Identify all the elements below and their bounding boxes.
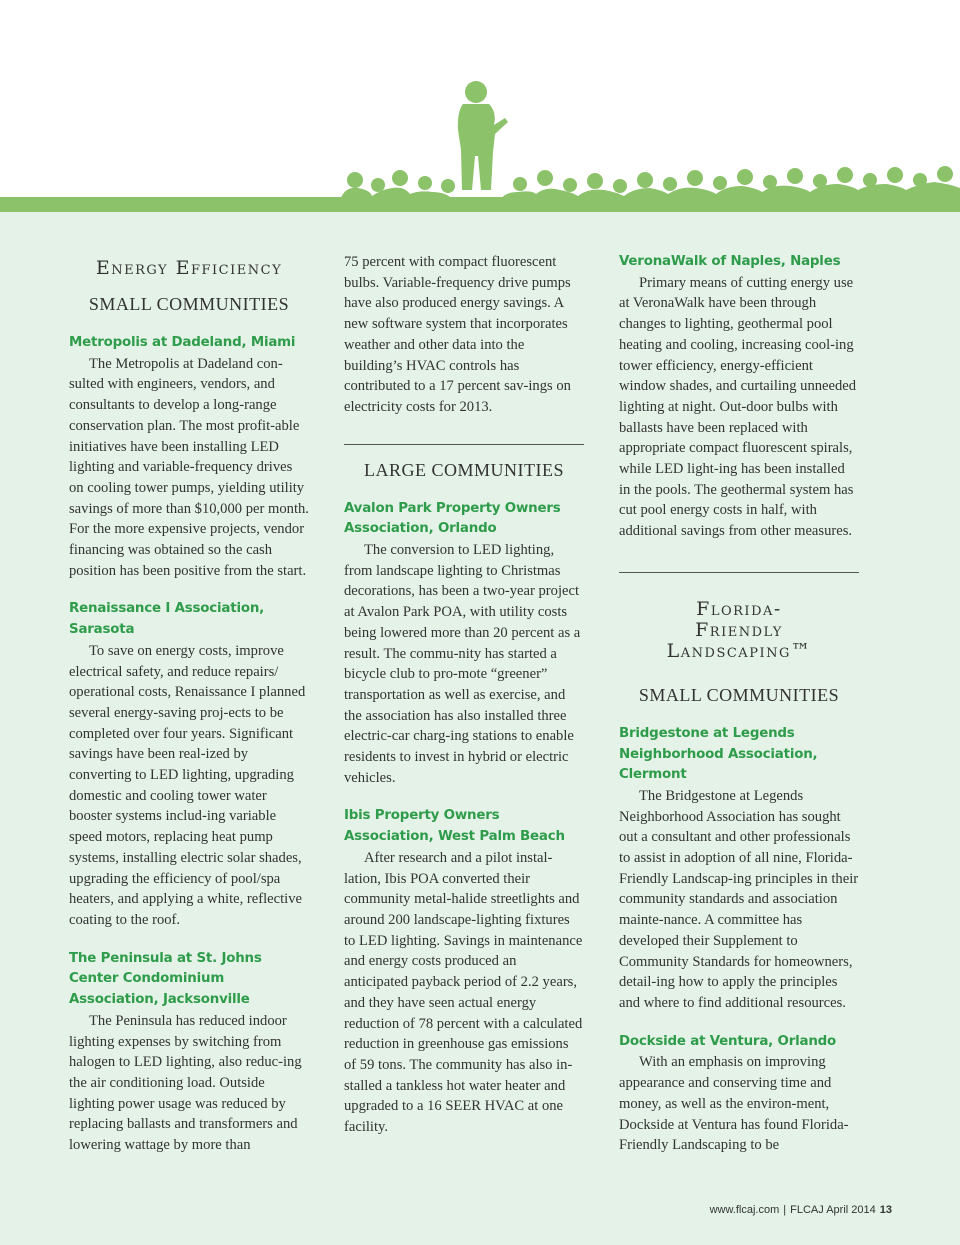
item-body-peninsula: The Peninsula has reduced indoor lighting expenses by switching from halogen to LED lighting, also reduc-ing the air conditioning load. Outside lighting power usage was reduced by replacing ballasts and transformers and lowering wattage by more than — [69, 1012, 302, 1154]
sub-title-large-communities: LARGE COMMUNITIES — [364, 459, 564, 480]
section-divider — [619, 572, 859, 573]
item-body-veronawalk: Primary means of cutting energy use at VeronaWalk have been through changes to lighting, geothermal pool heating and cooling, increasing cool-ing tower efficiency, energy-efficient window shades, and curtailing unneeded lighting at night. Out-door bulbs with ballasts have been replaced with appropriate compact fluorescent spirals, while LED light-ing has been installed in the pools. The geothermal system has cut pool energy costs in half, with additional savings from other measures. — [619, 274, 857, 540]
item-body-ibis: After research and a pilot instal-lation, Ibis POA converted their community metal-halide streetlights and around 200 landscape-lighting fixtures to LED lighting. Savings in maintenance and energy costs produced an anticipated payback period of 2.2 years, and they have seen actual energy reduction of 78 percent with a calculated reduction in greenhouse gas emissions of 59 tons. The community has also in-stalled a tankless hot water heater and upgraded to a 16 SEER HVAC at one facility. — [344, 849, 583, 1136]
footer-publication: FLCAJ — [790, 1204, 824, 1216]
header-banner — [0, 0, 960, 220]
item-head-metropolis: Metropolis at Dadeland, Miami — [69, 335, 296, 350]
item-body-bridgestone: The Bridgestone at Legends Neighborhood Association has sought out a consultant and other professionals to assist in adoption of all nine, Florida-Friendly Landscap-ing principles in their community standards and association mainte-nance. A committee has developed their Supplement to Community Standards for homeowners, detail-ing how to apply the principles and where to find additional resources. — [619, 787, 859, 1011]
item-head-renaissance: Renaissance I Association, Sarasota — [69, 601, 265, 638]
page-number: 13 — [879, 1204, 892, 1216]
sub-title-small-communities: SMALL COMMUNITIES — [88, 294, 290, 314]
column-3 — [619, 252, 859, 1156]
page-footer: www.flcaj.com | FLCAJ April 2014 13 — [709, 1204, 892, 1216]
footer-date: April 2014 — [826, 1204, 876, 1216]
item-body-metropolis: The Metropolis at Dadeland con-sulted with engineers, vendors, and consultants to develop a long-range conservation plan. The most profit-able initiatives have been installing LED lighting and variable-frequency drives on cooling tower pumps, yielding utility savings of more than $10,000 per month. For the more expensive projects, vendor financing was obtained so the cash position has been positive from the start. — [69, 355, 309, 579]
column-1 — [69, 252, 309, 1156]
speaker-audience-silhouette-icon — [0, 0, 960, 220]
item-body-avalon-park: The conversion to LED lighting, from landscape lighting to Christmas decorations, has been a two-year project at Avalon Park POA, with utility costs being lowered more than 20 percent as a result. The commu-nity has started a bicycle club to pro-mote “greener” transportation as well as exercise, and the association has also installed three electric-car charg-ing stations to enable residents to invest in hybrid or electric vehicles. — [344, 542, 581, 786]
item-body-renaissance: To save on energy costs, improve electrical safety, and reduce repairs/ operational costs, Renaissance I planned several energy-saving proj-ects to be completed over four years. Significant savings have been real-ized by converting to LED lighting, upgrading domestic and cooling tower water booster systems includ-ing variable speed motors, replacing heat pump systems, installing electric solar shades, upgrading the efficiency of pool/spa heaters, and applying a white, reflective coating to the roof. — [69, 642, 306, 928]
section-title-energy-efficiency: Energy Efficiency — [95, 257, 283, 279]
item-head-peninsula: The Peninsula at St. Johns Center Condominium Association, Jacksonville — [69, 950, 262, 1008]
sub-title-small-communities: SMALL COMMUNITIES — [638, 684, 840, 705]
column-2 — [344, 252, 584, 1138]
item-head-ibis: Ibis Property Owners Association, West Palm Beach — [344, 808, 565, 845]
section-divider — [344, 444, 584, 445]
footer-site: www.flcaj.com — [709, 1204, 780, 1216]
item-body-dockside: With an emphasis on improving appearance and conserving time and money, as well as the environ-ment, Dockside at Ventura has found Florida-Friendly Landscaping to be — [619, 1054, 849, 1154]
item-head-veronawalk: VeronaWalk of Naples, Naples — [619, 254, 841, 269]
item-head-dockside: Dockside at Ventura, Orlando — [619, 1033, 837, 1049]
item-head-bridgestone: Bridgestone at Legends Neighborhood Association, Clermont — [619, 725, 818, 783]
section-title-florida-friendly: Florida-Friendly Landscaping™ — [666, 597, 812, 662]
continued-text: 75 percent with compact fluorescent bulbs. Variable-frequency drive pumps have also produced energy savings. A new software system that incorporates weather and other data into the building’s HVAC controls has contributed to a 17 percent sav-ings on electricity costs for 2013. — [344, 254, 571, 415]
item-head-avalon-park: Avalon Park Property Owners Association, Orlando — [344, 500, 561, 537]
